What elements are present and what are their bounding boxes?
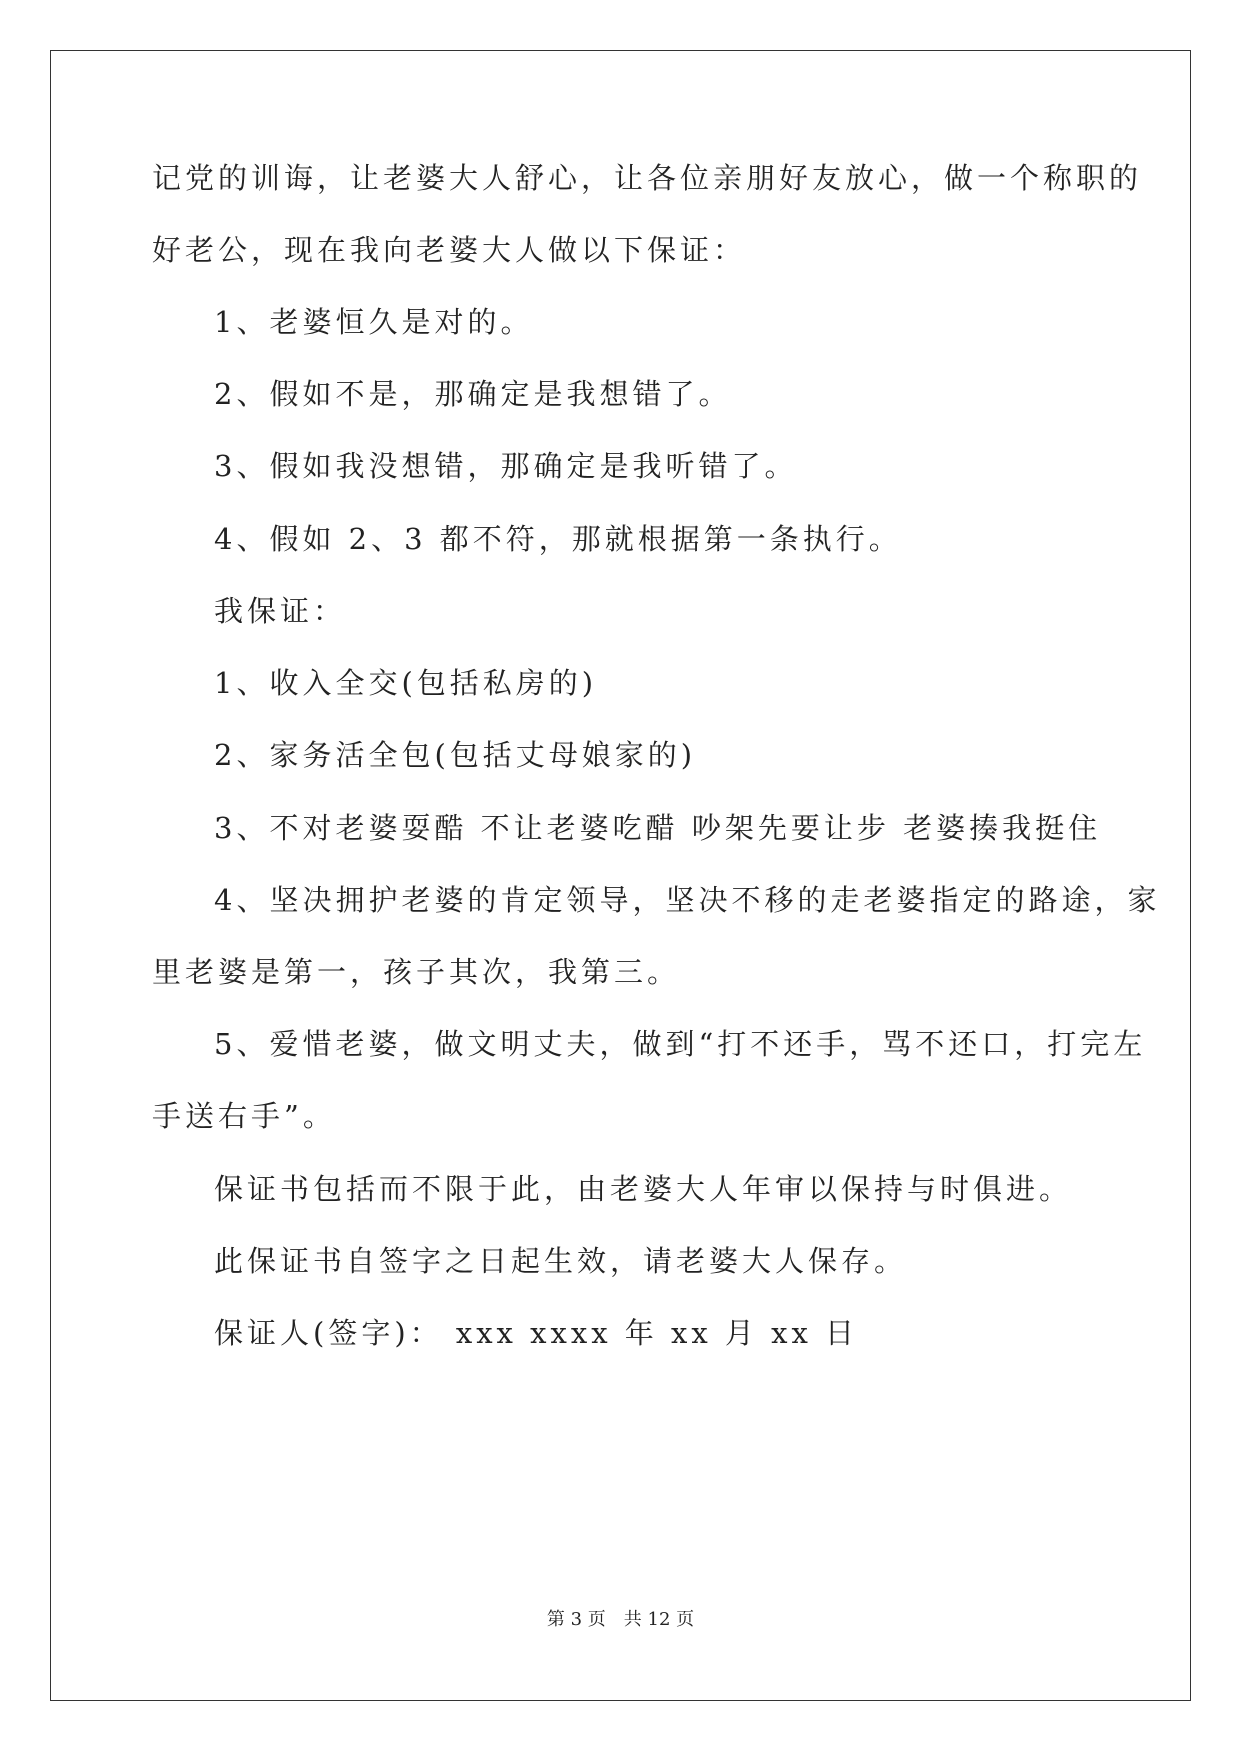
paragraph-line: 此保证书自签字之日起生效，请老婆大人保存。 — [214, 1244, 908, 1278]
list-item: 1、收入全交(包括私房的) — [214, 666, 598, 700]
list-item: 4、假如 2、3 都不符，那就根据第一条执行。 — [214, 522, 902, 556]
paragraph-line: 保证书包括而不限于此，由老婆大人年审以保持与时俱进。 — [214, 1172, 1073, 1206]
list-item: 2、家务活全包(包括丈母娘家的) — [214, 738, 697, 772]
page-border — [50, 50, 1191, 1701]
paragraph-line: 好老公，现在我向老婆大人做以下保证： — [152, 233, 747, 267]
signature-line: 保证人(签字)： xxx xxxx 年 xx 月 xx 日 — [214, 1316, 859, 1350]
paragraph-line: 里老婆是第一，孩子其次，我第三。 — [152, 955, 681, 989]
list-item: 4、坚决拥护老婆的肯定领导，坚决不移的走老婆指定的路途，家 — [214, 883, 1161, 917]
section-heading: 我保证： — [214, 594, 347, 628]
paragraph-line: 手送右手”。 — [152, 1099, 336, 1133]
list-item: 1、老婆恒久是对的。 — [214, 305, 534, 339]
list-item: 3、不对老婆耍酷 不让老婆吃醋 吵架先要让步 老婆揍我挺住 — [214, 811, 1102, 845]
paragraph-line: 记党的训诲，让老婆大人舒心，让各位亲朋好友放心，做一个称职的 — [152, 161, 1143, 195]
page-number: 第 3 页 共 12 页 — [546, 1609, 695, 1630]
list-item: 3、假如我没想错，那确定是我听错了。 — [214, 449, 798, 483]
list-item: 2、假如不是，那确定是我想错了。 — [214, 377, 732, 411]
list-item: 5、爱惜老婆，做文明丈夫，做到“打不还手，骂不还口，打完左 — [214, 1027, 1147, 1061]
